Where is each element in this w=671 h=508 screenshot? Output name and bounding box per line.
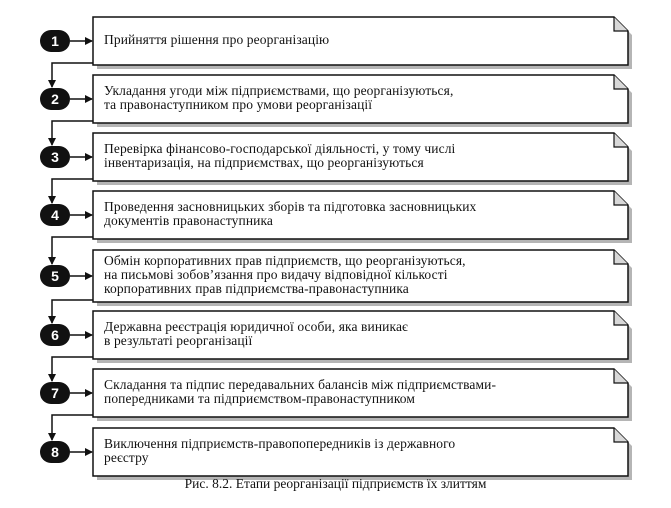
- step-number: 3: [51, 149, 59, 165]
- step-text: Прийняття рішення про реорганізацію: [104, 32, 330, 47]
- step-number: 5: [51, 268, 59, 284]
- flow-connector: [52, 121, 93, 145]
- step-text: Державна реєстрація юридичної особи, яка виникає в результаті реорганізації: [104, 319, 408, 348]
- step-text: Укладання угоди між підприємствами, що реорганізуються, та правонаступником про умови реорганізації: [104, 83, 454, 112]
- step-text: Виключення підприємств-правопопередників із державного реєстру: [104, 436, 456, 465]
- flow-connector: [52, 300, 93, 323]
- step-number: 1: [51, 33, 59, 49]
- flow-connector: [52, 415, 93, 440]
- step-text: Перевірка фінансово-господарської діяльності, у тому числі інвентаризація, на підприємствах, що реорганізуються: [104, 141, 456, 170]
- flow-connector: [52, 357, 93, 381]
- step-number: 2: [51, 91, 59, 107]
- step-text: Проведення засновницьких зборів та підготовка засновницьких документів правонаступника: [104, 199, 477, 228]
- step-number: 8: [51, 444, 59, 460]
- flow-connector: [52, 63, 93, 87]
- step-text: Складання та підпис передавальних балансів між підприємствами- попередниками та підприємством-правонаступником: [104, 377, 497, 406]
- step-number: 6: [51, 327, 59, 343]
- step-text: Обмін корпоративних прав підприємств, що реорганізуються, на письмові зобов’язання про видачу відповідної кількості корпоративних прав підприємства-правонаступника: [104, 253, 466, 296]
- step-number: 7: [51, 385, 59, 401]
- step-number: 4: [51, 207, 59, 223]
- flow-connector: [52, 179, 93, 203]
- figure-caption: Рис. 8.2. Етапи реорганізації підприємств їх злиттям: [184, 476, 487, 491]
- flow-connector: [52, 237, 93, 264]
